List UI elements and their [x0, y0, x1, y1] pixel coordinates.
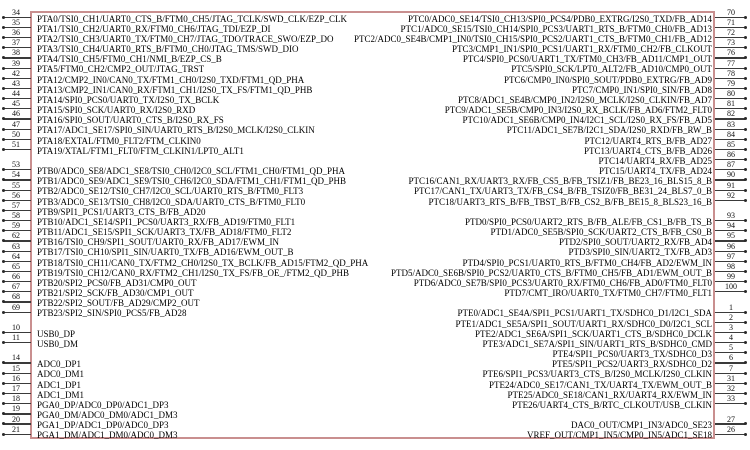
pin-label-left: PTB20/SPI2_PCS0/FB_AD31/CMP0_OUT [37, 277, 197, 288]
pin-label-right: PTC6/CMP0_IN0/SPI0_SOUT/PDB0_EXTRG/FB_AD9 [503, 74, 712, 85]
pin-label-right: PTE5/SPI1_PCS2/UART3_RX/SDHC0_D2 [552, 359, 712, 370]
pin-label-left: PTB18/TSI0_CH11/CAN0_TX/FTM2_CH0/I2S0_TX_BCLK/FB_AD15/FTM2_QD_PHA [37, 257, 369, 268]
pin-number-right: 83 [727, 119, 735, 129]
pin-label-left: PTB21/SPI2_SCK/FB_AD30/CMP1_OUT [37, 288, 194, 299]
pin-endpoint-dot-right [744, 189, 747, 192]
pin-number-left: 11 [12, 333, 20, 343]
pin-number-right: 86 [727, 150, 735, 160]
pin-endpoint-dot-right [744, 46, 747, 49]
pin-endpoint-dot-right [744, 168, 747, 171]
pin-endpoint-dot-right [744, 321, 747, 324]
pin-endpoint-dot-right [744, 107, 747, 110]
pin-number-right: 3 [729, 322, 733, 332]
pin-number-left: 36 [12, 28, 20, 38]
pin-endpoint-dot-right [744, 138, 747, 141]
pin-number-left: 21 [12, 424, 20, 434]
pin-label-left: PTB10/ADC1_SE14/SPI1_PCS0/UART3_RX/FB_AD19/FTM0_FLT1 [37, 216, 296, 227]
pin-number-left: 19 [12, 404, 20, 414]
pin-label-left: ADC1_DP1 [37, 379, 82, 390]
pin-label-left: PTB11/ADC1_SE15/SPI1_SCK/UART3_TX/FB_AD18/FTM0_FLT2 [37, 227, 292, 238]
pin-label-left: PTA1/TSI0_CH2/UART0_RX/FTM0_CH6/JTAG_TDI/EZP_DI [37, 23, 271, 34]
pin-label-left: PTA2/TSI0_CH3/UART0_TX/FTM0_CH7/JTAG_TDO/TRACE_SWO/EZP_DO [37, 33, 334, 44]
pin-label-left: PTA16/SPI0_SOUT/UART0_CTS_B/I2S0_RX_FS [37, 115, 224, 126]
pin-label-right: PTC16/CAN1_RX/UART3_RX/FB_CS5_B/FB_TSIZ1/FB_BE23_16_BLS15_8_B [408, 176, 712, 187]
pin-label-left: PTA5/FTM0_CH2/CMP2_OUT/JTAG_TRST [37, 64, 205, 75]
pin-label-right: PTE24/ADC0_SE17/CAN1_TX/UART4_TX/EWM_OUT_B [489, 379, 712, 390]
pin-number-left: 45 [12, 99, 20, 109]
pin-line-right [715, 291, 745, 292]
pin-label-right: PTE4/SPI1_PCS0/UART3_TX/SDHC0_D3 [552, 349, 712, 360]
pin-endpoint-dot-right [744, 422, 747, 425]
pin-label-left: PGA0_DP/ADC0_DP0/ADC1_DP3 [37, 399, 169, 410]
pin-number-left: 62 [12, 231, 20, 241]
pin-number-right: 78 [727, 68, 735, 78]
pin-label-left: ADC0_DP1 [37, 359, 82, 370]
pin-number-left: 39 [12, 58, 20, 68]
pin-number-left: 44 [12, 89, 20, 99]
pin-endpoint-dot-right [744, 67, 747, 70]
pin-line-left [3, 312, 31, 313]
pin-label-left: USB0_DP [37, 328, 76, 339]
pin-line-left [3, 342, 31, 343]
pin-number-right: 1 [729, 302, 733, 312]
pin-label-left: PTB19/TSI0_CH12/CAN0_RX/FTM2_CH1/I2S0_TX_FS/FB_OE_/FTM2_QD_PHB [37, 267, 350, 278]
pin-label-right: PTC17/CAN1_TX/UART3_TX/FB_CS4_B/FB_TSIZ0/FB_BE31_24_BLS7_0_B [413, 186, 712, 197]
pin-label-right: VREF_OUT/CMP1_IN5/CMP0_IN5/ADC1_SE18 [526, 430, 712, 441]
pin-number-left: 20 [12, 414, 20, 424]
pin-endpoint-dot-right [744, 128, 747, 131]
pin-number-right: 27 [727, 414, 735, 424]
pin-number-left: 34 [12, 7, 20, 17]
pin-label-left: PGA0_DM/ADC0_DM0/ADC1_DM3 [37, 410, 178, 421]
pin-number-left: 35 [12, 17, 20, 27]
pin-number-right: 90 [727, 170, 735, 180]
pin-endpoint-dot-right [744, 260, 747, 263]
pin-number-right: 80 [727, 89, 735, 99]
pin-label-right: PTD0/SPI0_PCS0/UART2_RTS_B/FB_ALE/FB_CS1_B/FB_TS_B [465, 216, 712, 227]
pin-endpoint-dot-right [744, 270, 747, 273]
pin-number-right: 87 [727, 160, 735, 170]
pin-label-left: ADC1_DM1 [37, 389, 85, 400]
pin-label-right: PTC14/UART4_RX/FB_AD25 [598, 155, 712, 166]
pin-label-right: PTC13/UART4_CTS_B/FB_AD26 [584, 145, 712, 156]
pin-label-right: PTC2/ADC0_SE4B/CMP1_IN0/TSI0_CH15/SPI0_PCS2/UART1_CTS_B/FTM0_CH1/FB_AD12 [353, 33, 712, 44]
pin-label-right: PTD1/ADC0_SE5B/SPI0_SCK/UART2_CTS_B/FB_CS0_B [490, 227, 712, 238]
pin-label-right: PTE6/SPI1_PCS3/UART3_CTS_B/I2S0_MCLK/I2S0_CLKIN [482, 369, 712, 380]
pin-label-right: PTC5/SPI0_SCK/LPT0_ALT2/FB_AD10/CMP0_OUT [511, 64, 712, 75]
pin-label-right: PTE26/UART4_CTS_B/RTC_CLKOUT/USB_CLKIN [512, 399, 712, 410]
pin-number-left: 57 [12, 200, 20, 210]
pin-label-right: PTC1/ADC0_SE15/TSI0_CH14/SPI0_PCS3/UART1_RTS_B/FTM0_CH0/FB_AD13 [400, 23, 712, 34]
pin-number-left: 53 [12, 160, 20, 170]
pin-label-left: PGA1_DP/ADC1_DP0/ADC0_DP3 [37, 420, 169, 431]
pin-endpoint-dot-right [744, 36, 747, 39]
pin-endpoint-dot-right [744, 331, 747, 334]
pin-endpoint-dot-right [744, 372, 747, 375]
pin-line-right [715, 200, 745, 201]
pin-endpoint-dot-right [744, 97, 747, 100]
pin-line-right [715, 403, 745, 404]
pin-number-right: 71 [727, 17, 735, 27]
pin-label-left: PTA19/XTAL/FTM1_FLT0/FTM_CLKIN1/LPT0_ALT1 [37, 145, 244, 156]
pin-number-left: 63 [12, 241, 20, 251]
pin-number-right: 7 [729, 363, 733, 373]
pin-number-right: 76 [727, 48, 735, 58]
pin-number-left: 55 [12, 180, 20, 190]
pin-number-right: 32 [727, 383, 735, 393]
pin-endpoint-dot-right [744, 26, 747, 29]
pin-number-left: 46 [12, 109, 20, 119]
pin-number-left: 37 [12, 38, 20, 48]
pin-number-right: 95 [727, 231, 735, 241]
pin-endpoint-dot-right [744, 158, 747, 161]
pin-number-left: 38 [12, 48, 20, 58]
pin-number-left: 65 [12, 261, 20, 271]
pin-number-right: 73 [727, 38, 735, 48]
pin-number-right: 97 [727, 251, 735, 261]
pin-number-left: 54 [12, 170, 20, 180]
pin-number-left: 69 [12, 302, 20, 312]
pin-endpoint-dot-right [744, 290, 747, 293]
pin-number-left: 42 [12, 68, 20, 78]
pin-endpoint-dot-right [744, 77, 747, 80]
pin-endpoint-dot-right [744, 178, 747, 181]
pin-number-right: 92 [727, 190, 735, 200]
pin-label-left: PTB16/TSI0_CH9/SPI1_SOUT/UART0_RX/FB_AD17/EWM_IN [37, 237, 279, 248]
pin-label-left: PGA1_DM/ADC1_DM0/ADC0_DM3 [37, 430, 178, 441]
pin-label-right: PTC9/ADC1_SE5B/CMP0_IN3/I2S0_RX_BCLK/FB_AD6/FTM2_FLT0 [444, 105, 712, 116]
pin-label-right: PTD5/ADC0_SE6B/SPI0_PCS2/UART0_CTS_B/FTM0_CH5/FB_AD1/EWM_OUT_B [390, 267, 712, 278]
pin-label-left: PTA14/SPI0_PCS0/UART0_TX/I2S0_TX_BCLK [37, 94, 220, 105]
pin-endpoint-dot-right [744, 382, 747, 385]
pin-endpoint-dot-right [744, 56, 747, 59]
pin-number-right: 72 [727, 28, 735, 38]
pin-label-left: PTB0/ADC0_SE8/ADC1_SE8/TSI0_CH0/I2C0_SCL/FTM1_CH0/FTM1_QD_PHA [37, 166, 346, 177]
pin-endpoint-dot-right [744, 219, 747, 222]
pin-label-left: PTA0/TSI0_CH1/UART0_CTS_B/FTM0_CH5/JTAG_TCLK/SWD_CLK/EZP_CLK [37, 13, 348, 24]
pin-number-left: 67 [12, 282, 20, 292]
pin-number-left: 59 [12, 221, 20, 231]
pin-endpoint-dot-right [744, 239, 747, 242]
pin-number-left: 64 [12, 251, 20, 261]
pin-label-right: PTD7/CMT_IRO/UART0_TX/FTM0_CH7/FTM0_FLT1 [504, 288, 712, 299]
pin-label-left: ADC0_DM1 [37, 369, 85, 380]
pin-label-right: PTC4/SPI0_PCS0/UART1_TX/FTM0_CH3/FB_AD11/CMP1_OUT [462, 54, 712, 65]
pin-number-left: 18 [12, 394, 20, 404]
pin-number-left: 50 [12, 129, 20, 139]
pin-label-right: PTC11/ADC1_SE7B/I2C1_SDA/I2S0_RXD/FB_RW_B [506, 125, 712, 136]
pin-number-right: 4 [729, 333, 733, 343]
pin-number-left: 58 [12, 211, 20, 221]
pin-endpoint-dot-right [744, 229, 747, 232]
pin-endpoint-dot-right [744, 117, 747, 120]
pin-number-right: 77 [727, 58, 735, 68]
pin-number-left: 10 [12, 322, 20, 332]
pin-endpoint-dot-right [744, 16, 747, 19]
pin-number-right: 82 [727, 109, 735, 119]
pin-endpoint-dot-right [744, 280, 747, 283]
pin-endpoint-dot-right [744, 433, 747, 436]
pin-number-right: 33 [727, 394, 735, 404]
pin-label-right: DAC0_OUT/CMP1_IN3/ADC0_SE23 [570, 420, 712, 431]
pin-endpoint-dot-right [744, 341, 747, 344]
pin-number-left: 47 [12, 119, 20, 129]
pin-number-right: 81 [727, 99, 735, 109]
pin-endpoint-dot-right [744, 250, 747, 253]
pin-label-left: PTA12/CMP2_IN0/CAN0_TX/FTM1_CH0/I2S0_TXD/FTM1_QD_PHA [37, 74, 305, 85]
pin-endpoint-dot-right [744, 311, 747, 314]
pin-label-right: PTC7/CMP0_IN1/SPI0_SIN/FB_AD8 [571, 84, 712, 95]
pin-number-right: 79 [727, 78, 735, 88]
pin-line-left [3, 434, 31, 435]
pin-label-left: PTB9/SPI1_PCS1/UART3_CTS_B/FB_AD20 [37, 206, 206, 217]
pin-label-right: PTD3/SPI0_SIN/UART2_TX/FB_AD3 [568, 247, 712, 258]
pin-label-right: PTC8/ADC1_SE4B/CMP0_IN2/I2S0_MCLK/I2S0_CLKIN/FB_AD7 [457, 94, 712, 105]
pin-endpoint-dot-right [744, 361, 747, 364]
pin-label-right: PTC18/UART3_RTS_B/FB_TBST_B/FB_CS2_B/FB_BE15_8_BLS23_16_B [428, 196, 712, 207]
pin-label-right: PTE1/ADC1_SE5A/SPI1_SOUT/UART1_RX/SDHC0_D0/I2C1_SCL [455, 318, 712, 329]
pin-label-right: PTC15/UART4_TX/FB_AD24 [599, 166, 712, 177]
pin-label-left: PTA13/CMP2_IN1/CAN0_RX/FTM1_CH1/I2S0_TX_FS/FTM1_QD_PHB [37, 84, 313, 95]
pin-number-left: 16 [12, 373, 20, 383]
pin-label-left: PTA3/TSI0_CH4/UART0_RTS_B/FTM0_CH0/JTAG_TMS/SWD_DIO [37, 44, 299, 54]
pin-number-right: 31 [727, 373, 735, 383]
pin-label-right: PTC3/CMP1_IN1/SPI0_PCS1/UART1_RX/FTM0_CH2/FB_CLKOUT [451, 44, 712, 54]
pin-label-right: PTE3/ADC1_SE7A/SPI1_SIN/UART1_RTS_B/SDHC0_CMD [482, 338, 712, 349]
pin-endpoint-dot-right [744, 392, 747, 395]
pin-number-left: 14 [12, 353, 20, 363]
pin-number-left: 68 [12, 292, 20, 302]
pin-label-right: PTD2/SPI0_SOUT/UART2_RX/FB_AD4 [559, 237, 712, 248]
pin-number-left: 15 [12, 363, 20, 373]
pin-line-left [3, 149, 31, 150]
pin-endpoint-dot-right [744, 148, 747, 151]
pin-label-left: PTA17/ADC1_SE17/SPI0_SIN/UART0_RTS_B/I2S0_MCLK/I2S0_CLKIN [37, 125, 315, 136]
pin-number-left: 51 [12, 139, 20, 149]
pin-number-right: 84 [727, 129, 735, 139]
pin-label-left: USB0_DM [37, 338, 79, 349]
pin-endpoint-dot-right [744, 351, 747, 354]
pin-number-right: 70 [727, 7, 735, 17]
pin-number-right: 100 [725, 282, 737, 292]
pin-label-left: PTB22/SPI2_SOUT/FB_AD29/CMP2_OUT [37, 298, 200, 309]
pin-label-left: PTA15/SPI0_SCK/UART0_RX/I2S0_RXD [37, 105, 196, 116]
pin-number-right: 6 [729, 353, 733, 363]
pin-label-left: PTB23/SPI2_SIN/SPI0_PCS5/FB_AD28 [37, 308, 187, 319]
pin-endpoint-dot-right [744, 87, 747, 90]
pin-number-right: 99 [727, 272, 735, 282]
pin-label-right: PTD4/SPI0_PCS1/UART0_RTS_B/FTM0_CH4/FB_AD2/EWM_IN [462, 257, 712, 268]
pin-number-left: 66 [12, 272, 20, 282]
pin-number-right: 94 [727, 221, 735, 231]
pin-label-right: PTC0/ADC0_SE14/TSI0_CH13/SPI0_PCS4/PDB0_EXTRG/I2S0_TXD/FB_AD14 [407, 13, 712, 24]
pin-label-left: PTB1/ADC0_SE9/ADC1_SE9/TSI0_CH6/I2C0_SDA/FTM1_CH1/FTM1_QD_PHB [37, 176, 347, 187]
pin-number-right: 93 [727, 211, 735, 221]
pin-number-right: 85 [727, 139, 735, 149]
pin-label-left: PTA4/TSI0_CH5/FTM0_CH1/NMI_B/EZP_CS_B [37, 54, 222, 65]
pin-label-right: PTD6/ADC0_SE7B/SPI0_PCS3/UART0_RX/FTM0_CH6/FB_AD0/FTM0_FLT0 [413, 277, 712, 288]
pin-label-right: PTC10/ADC1_SE6B/CMP0_IN4/I2C1_SCL/I2S0_RX_FS/FB_AD5 [462, 115, 712, 126]
pin-number-right: 96 [727, 241, 735, 251]
pin-label-left: PTB3/ADC0_SE13/TSI0_CH8/I2C0_SDA/UART0_CTS_B/FTM0_FLT0 [37, 196, 306, 207]
pin-line-right [715, 434, 745, 435]
pin-number-right: 26 [727, 424, 735, 434]
pin-label-right: PTC12/UART4_RTS_B/FB_AD27 [584, 135, 712, 146]
pin-number-right: 2 [729, 312, 733, 322]
pin-label-left: PTB2/ADC0_SE12/TSI0_CH7/I2C0_SCL/UART0_RTS_B/FTM0_FLT3 [37, 186, 304, 197]
pin-number-right: 98 [727, 261, 735, 271]
pin-endpoint-dot-right [744, 199, 747, 202]
pin-label-right: PTE2/ADC1_SE6A/SPI1_SCK/UART1_CTS_B/SDHC0_DCLK [475, 328, 712, 339]
pin-number-right: 5 [729, 343, 733, 353]
pin-label-right: PTE0/ADC1_SE4A/SPI1_PCS1/UART1_TX/SDHC0_D1/I2C1_SDA [457, 308, 712, 319]
pin-number-left: 56 [12, 190, 20, 200]
pin-number-left: 43 [12, 78, 20, 88]
pin-label-left: PTA18/EXTAL/FTM0_FLT2/FTM_CLKIN0 [37, 135, 201, 146]
pin-endpoint-dot-right [744, 402, 747, 405]
pin-label-right: PTE25/ADC0_SE18/CAN1_RX/UART4_RX/EWM_IN [507, 389, 712, 400]
pin-label-left: PTB17/TSI0_CH10/SPI1_SIN/UART0_TX/FB_AD16/EWM_OUT_B [37, 247, 294, 258]
pin-number-right: 91 [727, 180, 735, 190]
pin-number-left: 17 [12, 383, 20, 393]
